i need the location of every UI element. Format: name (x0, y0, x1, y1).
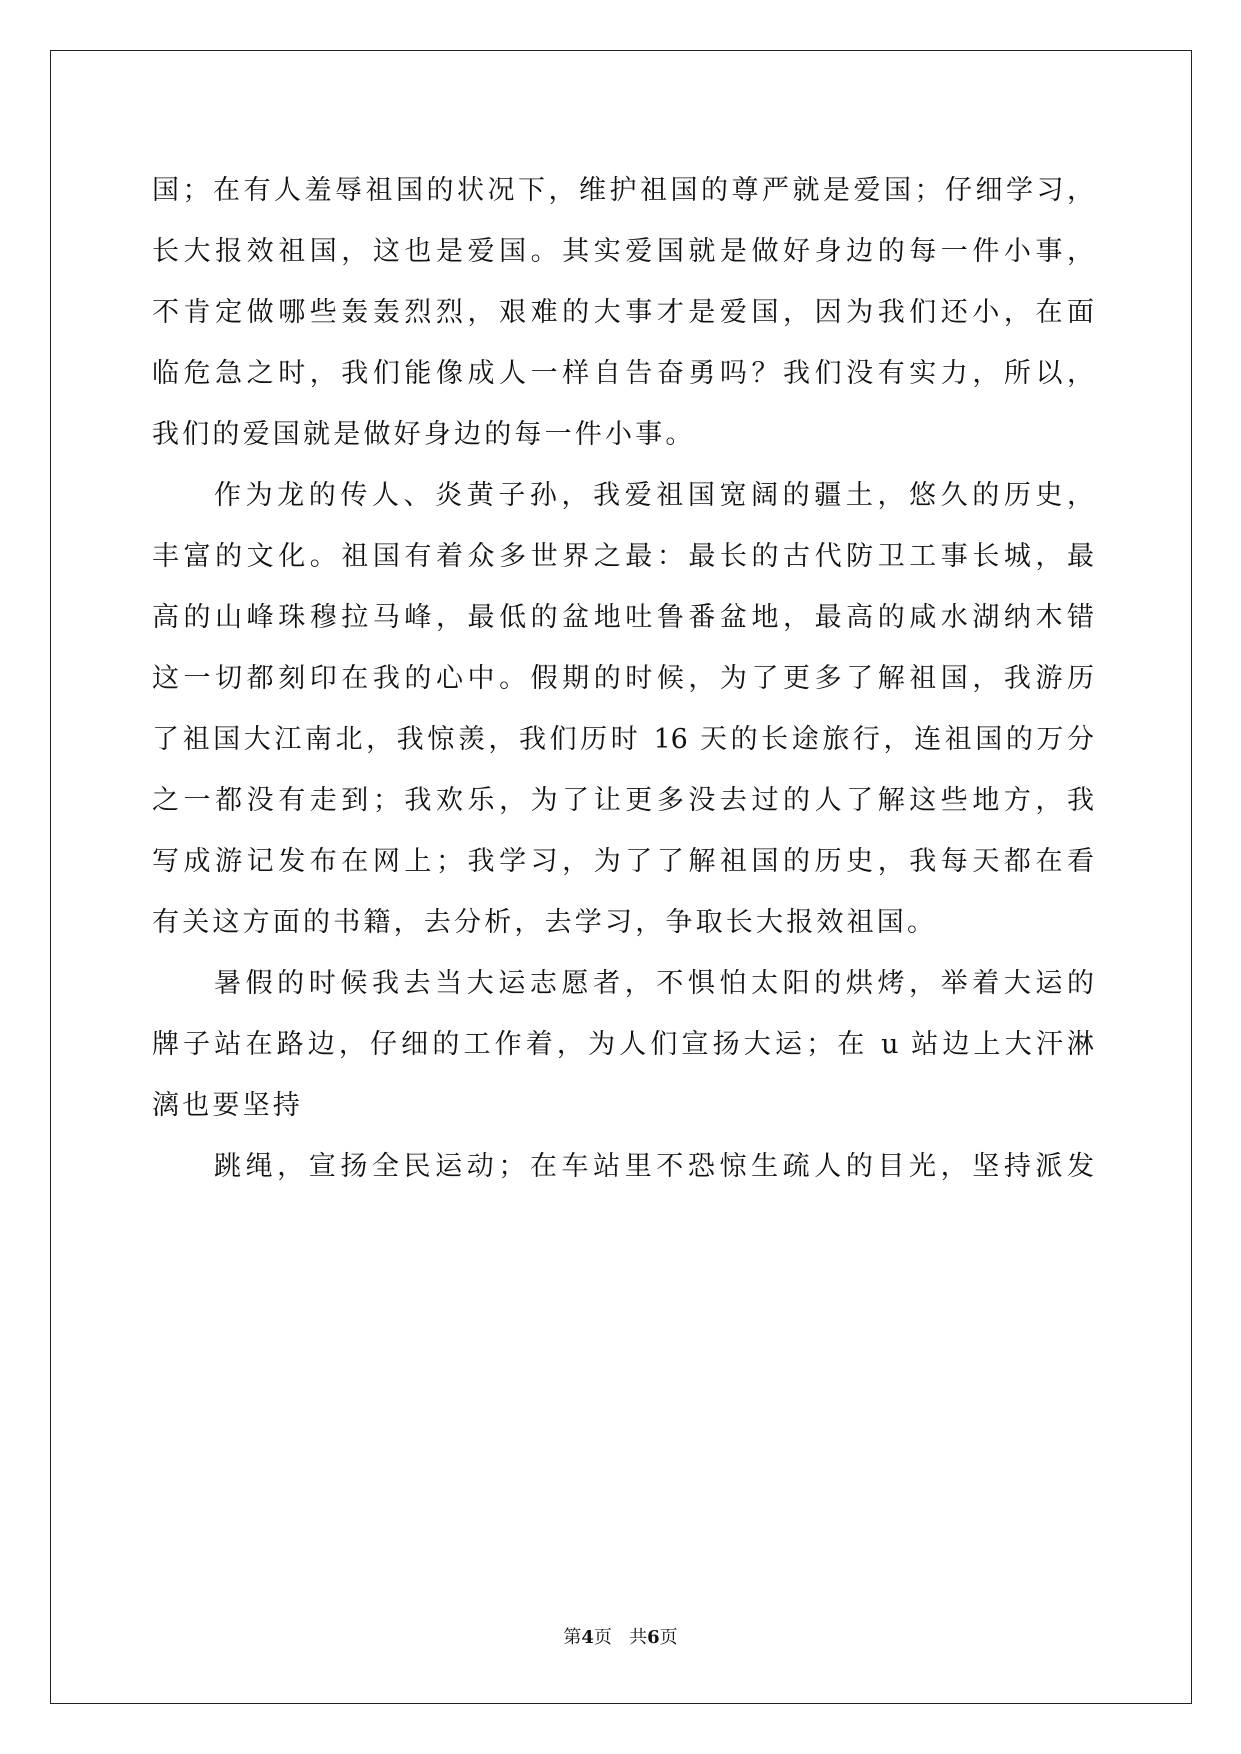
text-line: 这一切都刻印在我的心中。假期的时候，为了更多了解祖国，我游历 (152, 663, 1094, 694)
text-line: 临危急之时，我们能像成人一样自告奋勇吗？我们没有实力，所以， (152, 358, 1094, 389)
text-line: 了祖国大江南北，我惊羡，我们历时 16 天的长途旅行，连祖国的万分 (152, 724, 1094, 755)
text-line: 高的山峰珠穆拉马峰，最低的盆地吐鲁番盆地，最高的咸水湖纳木错 (152, 602, 1094, 633)
total-prefix: 共 (629, 1627, 648, 1648)
text-line: 暑假的时候我去当大运志愿者，不惧怕太阳的烘烤，举着大运的 (214, 968, 1094, 999)
text-line: 丰富的文化。祖国有着众多世界之最：最长的古代防卫工事长城，最 (152, 541, 1094, 572)
page-footer (0, 1623, 1241, 1649)
page-total: 6 (647, 1627, 660, 1648)
text-line: 之一都没有走到；我欢乐，为了让更多没去过的人了解这些地方，我 (152, 785, 1094, 816)
text-line: 作为龙的传人、炎黄子孙，我爱祖国宽阔的疆土，悠久的历史， (214, 480, 1094, 511)
text-line: 长大报效祖国，这也是爱国。其实爱国就是做好身边的每一件小事， (152, 236, 1094, 267)
page-current: 4 (581, 1627, 594, 1648)
total-suffix: 页 (659, 1627, 678, 1648)
text-line: 写成游记发布在网上；我学习，为了了解祖国的历史，我每天都在看 (152, 846, 1094, 877)
text-line: 漓也要坚持 (152, 1090, 303, 1121)
document-body (152, 160, 1094, 1197)
page-suffix: 页 (593, 1627, 612, 1648)
text-line: 国；在有人羞辱祖国的状况下，维护祖国的尊严就是爱国；仔细学习， (152, 175, 1094, 206)
text-line: 跳绳，宣扬全民运动；在车站里不恐惊生疏人的目光，坚持派发 (214, 1151, 1094, 1182)
text-line: 牌子站在路边，仔细的工作着，为人们宣扬大运；在 u 站边上大汗淋 (152, 1029, 1094, 1060)
text-line: 有关这方面的书籍，去分析，去学习，争取长大报效祖国。 (152, 907, 938, 938)
text-line: 我们的爱国就是做好身边的每一件小事。 (152, 419, 696, 450)
text-line: 不肯定做哪些轰轰烈烈，艰难的大事才是爱国，因为我们还小，在面 (152, 297, 1094, 328)
page-prefix: 第 (563, 1627, 582, 1648)
